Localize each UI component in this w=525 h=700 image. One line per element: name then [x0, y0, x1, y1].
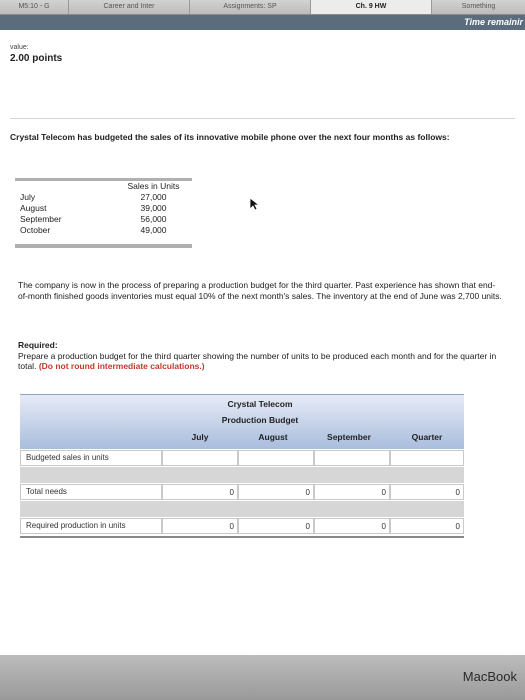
tab-m5[interactable] [0, 0, 69, 14]
tab-career[interactable] [69, 0, 190, 14]
column-header-september: September [327, 432, 371, 442]
blank-rows-area [20, 501, 464, 517]
sales-column-header: Sales in Units [127, 181, 180, 191]
question-prompt: Crystal Telecom has budgeted the sales of its innovative mobile phone over the next four months as follows: [10, 132, 450, 142]
browser-tab-strip [0, 0, 525, 15]
table-row [20, 483, 464, 501]
july-required-production: 0 [162, 518, 238, 534]
table-row [15, 225, 192, 235]
production-budget-table [20, 394, 464, 541]
tab-other[interactable] [432, 0, 525, 14]
tab-label: Ch. 9 HW [355, 3, 387, 10]
tab-ch9-hw[interactable] [311, 0, 432, 14]
row-label: Total needs [26, 487, 67, 496]
month-label: September [20, 214, 62, 224]
divider [10, 118, 515, 119]
bottom-rule [20, 536, 464, 538]
required-title: Required: [18, 340, 58, 350]
macbook-logo-text: MacBook [462, 669, 517, 684]
units-value: 56,000 [140, 214, 167, 224]
tab-label: Something [461, 3, 496, 10]
required-section [18, 340, 503, 372]
units-value: 49,000 [140, 225, 167, 235]
blank-rows-area [20, 467, 464, 483]
mouse-cursor-icon [249, 197, 261, 211]
column-header-july: July [191, 432, 209, 442]
august-input[interactable] [238, 450, 314, 466]
value-label: value: [10, 44, 29, 51]
problem-paragraph: The company is now in the process of preparing a production budget for the third quarter. Past experience has shown that end-of-month finished goods inventories must equal 10% of the next month's sales. The inventory at the end of June was 2,700 units. [18, 280, 502, 301]
rounding-note: (Do not round intermediate calculations.) [38, 361, 205, 371]
required-text: Prepare a production budget for the third quarter showing the number of units to be produced each month and for the quarter in total. [18, 350, 497, 371]
august-total-needs: 0 [238, 484, 314, 500]
month-label: August [20, 203, 47, 213]
september-required-production: 0 [314, 518, 390, 534]
quarter-required-production: 0 [390, 518, 464, 534]
budget-subtitle: Production Budget [221, 415, 299, 425]
assignment-header-bar [0, 15, 525, 30]
laptop-bezel [0, 655, 525, 700]
table-row [15, 214, 192, 224]
units-value: 27,000 [140, 192, 167, 202]
points-value: 2.00 points [10, 53, 63, 64]
sales-table [15, 178, 192, 248]
month-label: July [20, 192, 36, 202]
august-required-production: 0 [238, 518, 314, 534]
july-total-needs: 0 [162, 484, 238, 500]
tab-label: Assignments: SP [223, 3, 277, 10]
september-total-needs: 0 [314, 484, 390, 500]
row-label: Required production in units [26, 521, 126, 530]
row-label: Budgeted sales in units [26, 453, 109, 462]
time-remaining: Time remainir [464, 17, 523, 27]
table-row [20, 449, 464, 467]
table-row [15, 192, 192, 202]
tab-assignments[interactable] [190, 0, 311, 14]
units-value: 39,000 [140, 203, 167, 213]
table-row [15, 203, 192, 213]
table-row [20, 517, 464, 535]
table-bottom-rule [15, 244, 192, 248]
budget-header [20, 395, 464, 449]
month-label: October [20, 225, 51, 235]
quarter-input[interactable] [390, 450, 464, 466]
tab-label: M5:10 - G [18, 3, 50, 10]
july-input[interactable] [162, 450, 238, 466]
budget-title: Crystal Telecom [227, 399, 293, 409]
september-input[interactable] [314, 450, 390, 466]
column-header-august: August [258, 432, 288, 442]
quarter-total-needs: 0 [390, 484, 464, 500]
column-header-quarter: Quarter [411, 432, 443, 442]
tab-label: Career and Inter [103, 3, 155, 10]
